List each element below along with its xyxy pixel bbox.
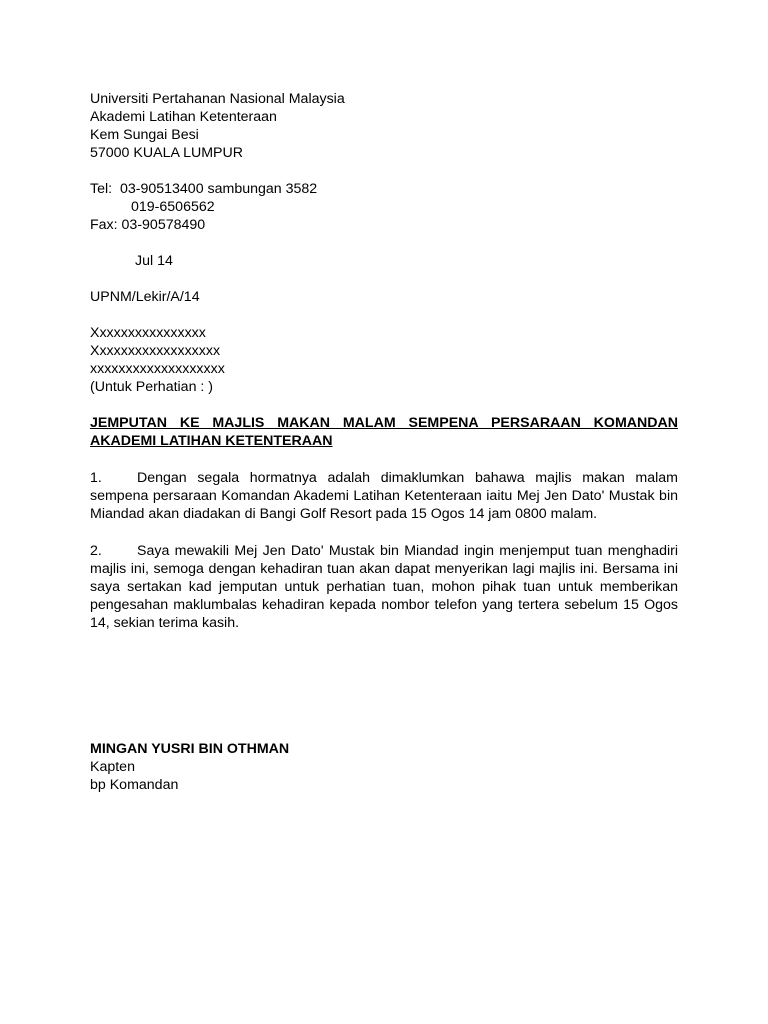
address-line: Universiti Pertahanan Nasional Malaysia [90,91,345,107]
letter-page [90,90,678,794]
address-line: Akademi Latihan Ketenteraan [90,109,277,125]
paragraph-text: Dengan segala hormatnya adalah dimaklumkan bahawa majlis makan malam sempena persaraan Komandan Akademi Latihan Ketenteraan iaitu Mej Jen Dato' Mustak bin Miandad akan diadakan di Bangi Golf Resort pada 15 Ogos 14 jam 0800 malam. [90,470,678,522]
paragraph-number: 2. [90,543,102,559]
recipient-line: Xxxxxxxxxxxxxxxxxx [90,343,221,359]
subject-line-2: AKADEMI LATIHAN KETENTERAAN [90,433,333,449]
signatory-name: MINGAN YUSRI BIN OTHMAN [90,741,290,757]
contact-block [90,180,678,234]
spacer [90,450,678,469]
recipient-line: Xxxxxxxxxxxxxxxx [90,325,206,341]
signatory-rank: Kapten [90,759,135,775]
subject-heading [90,414,678,450]
fax-line: Fax: 03-90578490 [90,217,206,233]
paragraph-2 [90,542,678,632]
subject-line-1: JEMPUTAN KE MAJLIS MAKAN MALAM SEMPENA PERSARAAN KOMANDAN [90,415,678,431]
address-line: Kem Sungai Besi [90,127,199,143]
recipient-block [90,324,678,396]
sender-address [90,90,678,162]
spacer [90,162,678,180]
reference-number: UPNM/Lekir/A/14 [90,289,200,305]
spacer [90,396,678,414]
signatory-title: bp Komandan [90,777,179,793]
letter-date: Jul 14 [135,253,173,269]
spacer [90,306,678,324]
spacer [90,270,678,288]
address-line: 57000 KUALA LUMPUR [90,145,243,161]
paragraph-1 [90,469,678,523]
signature-spacer [90,632,678,740]
signature-block [90,740,678,794]
paragraph-text: Saya mewakili Mej Jen Dato' Mustak bin Miandad ingin menjemput tuan menghadiri majlis ini, semoga dengan kehadiran tuan akan dapat menyerikan lagi majlis ini. Bersama ini saya sertakan kad jemputan untuk perhatian tuan, mohon pihak tuan untuk memberikan pengesahan maklumbalas kehadiran kepada nombor telefon yang tertera sebelum 15 Ogos 14, sekian terima kasih. [90,543,678,631]
spacer [90,234,678,252]
recipient-line: xxxxxxxxxxxxxxxxxxx [90,361,225,377]
attention-line: (Untuk Perhatian : ) [90,379,214,395]
spacer [90,523,678,542]
telephone-line-2: 019-6506562 [131,199,215,215]
paragraph-number: 1. [90,470,102,486]
telephone-line: Tel: 03-90513400 sambungan 3582 [90,181,318,197]
